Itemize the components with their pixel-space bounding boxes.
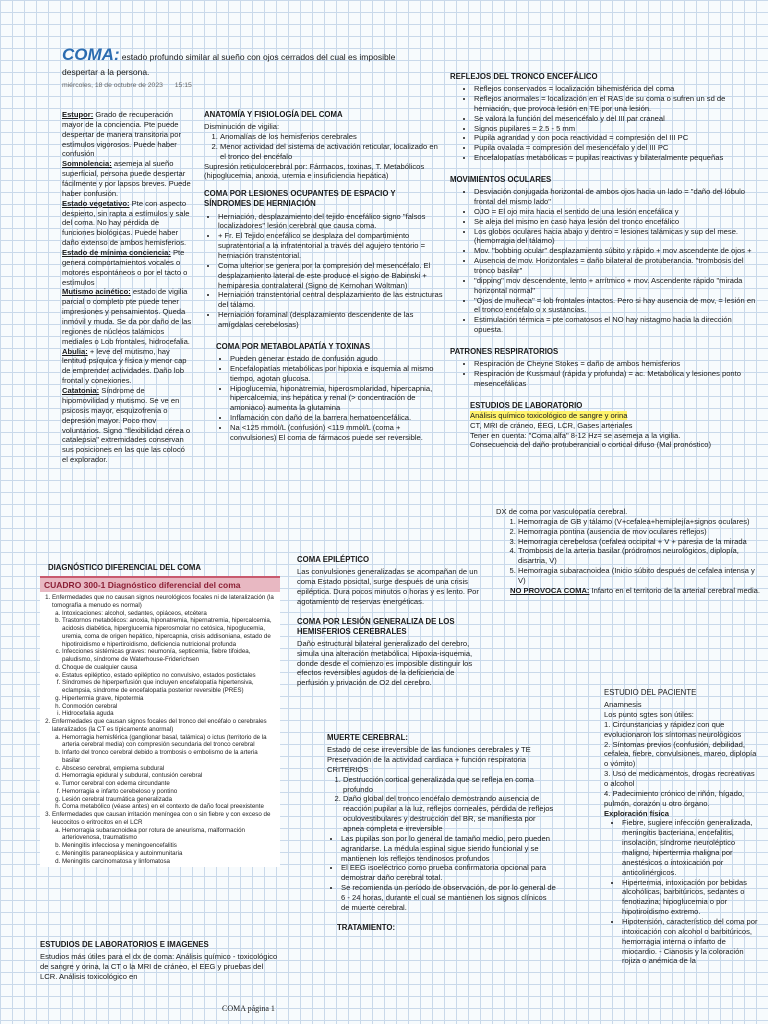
reflex-list [450,84,762,163]
list-item: • Respiración de Cheyne Stokes = daño de ambos hemisferios [474,359,762,369]
definitions-column [62,110,192,465]
list-item: • "dipping" mov descendente, lento + arrítmico + mov. Ascendente rápido "mirada horizontal normal" [474,276,762,296]
metabolic-list [204,354,444,443]
list-item: • Signos pupilares = 2.5 - 5 mm [474,124,762,134]
patient-line: 4. Padecimiento crónico de riñón, hígado, pulmón, corazón u otro órgano. [604,788,745,808]
exam-title: Exploración física [604,808,669,818]
table-group [52,594,276,718]
patient-intro: Los punto sgtes son útiles: [604,709,694,719]
anamnesis-label: Anamnesis [604,700,642,710]
list-item: • Reflejos anormales = localización en el RAS de su coma o sufren un sd de herniación, que provoca lesión en TE por una lesión. [474,94,762,114]
definition-item [62,248,192,287]
patient-lines [604,720,760,809]
list-item: • Las pupilas son por lo general de tamaño medio, pero pueden agrandarse. La médula espinal sigue siendo funcional y se mantienen los reflejos tendinosos profundos [341,834,557,864]
definition-term: Mutismo acinético: [62,287,131,297]
eye-movements-title: MOVIMIENTOS OCULARES [450,175,552,184]
vascular-dx-list [496,517,762,586]
definition-term: Estupor: [62,110,94,119]
list-item: • Desviación conjugada horizontal de ambos ojos hacia un lado = "daño del lóbulo frontal del mismo lado" [474,187,762,207]
table-row: h. Coma metabólico (véase antes) en el contexto de daño focal preexistente [62,803,276,811]
vascular-dx-section [496,507,762,596]
list-item: • Hipoglucemia, hiponatremia, hiperosmolaridad, hipercapnia, hipercalcemia, ins hepática y renal (> concentración de amoniaco) aumenta la glutamina [230,384,444,414]
list-item: 2. Hemorragia pontina (ausencia de mov oculares reflejos) [518,527,762,537]
list-item: 3. Hemorragia cerebelosa (cefalea occipital + V + paresia de la mirada [518,537,762,547]
lab-highlight: Análisis químico toxicológico de sangre y orina [470,410,628,420]
lab-line: CT, MRI de cráneo, EEG, LCR, Gases arteriales [470,420,633,430]
table-row: g. Hipertermia grave, hipotermia [62,695,276,703]
table-row: b. Trastornos metabólicos: anoxia, hiponatremia, hipernatremia, hipercalcemia, acidosis diabética, hiperglucemia hiperosmolar no cetósica, hipoglucemia, uremia, coma de origen hepático, hipercapnia, crisis addisoniana, estado de hipotiroidismo e hipertiroidismo, deficiencia nutricional profunda [62,617,276,648]
treatment-title: TRATAMIENTO: [337,922,396,932]
table-row: g. Lesión cerebral traumática generalizada [62,796,276,804]
table-row: f. Síndromes de hiperperfusión que incluyen encefalopatía hipertensiva, eclampsia, síndrome de encefalopatía posterior reversible (PRES) [62,679,276,695]
lab-line: Tener en cuenta: "Coma alfa" 8-12 Hz= se asemeja a la vigilia. [470,430,681,440]
definition-text: Pte genera comportamientos vocales o motores espontáneos o por el tacto o estímulos [62,248,188,287]
table-row: h. Conmoción cerebral [62,703,276,711]
anatomy-intro: Disminución de vigilia: [204,122,280,132]
anatomy-list [204,132,444,162]
table-group-head: Enfermedades que no causan signos neurológicos focales ni de lateralización (la tomografía a menudo es normal) [52,594,274,609]
epileptic-title: COMA EPILÉPTICO [297,555,370,564]
table-row: c. Infecciones sistémicas graves: neumonía, septicemia, fiebre tifoidea, paludismo, síndrome de Waterhouse-Friderichsen [62,648,276,664]
definition-text: Síndrome de hipomovilidad y mutismo. Se ve en psicosis mayor, esquizofrenia o depresión mayor. Poco mov voluntarios. Signo "flexibilidad cérea o catalepsia" extremidades conservan sus posiciones en las que las colocó el explorador. [62,386,191,465]
list-item: • Se aleja del mismo en caso haya lesión del tronco encefálico [474,217,762,227]
list-item: • Fiebre, sugiere infección generalizada, meningitis bacteriana, encefalitis, insolación, síndrome neuroléptico maligno, hipertermia maligna por anestésicos o intoxicación por anticolinérgicos. [622,818,760,877]
definition-item [62,386,192,465]
table-group [52,811,276,865]
list-item: 2. Menor actividad del sistema de activación reticular, localizado en el tronco del encéfalo [220,142,444,162]
list-item: • Se recomienda un período de observación, de por lo general de 6 - 24 horas, durante el cual se mantienen los signos clínicos de muerte cerebral. [341,883,557,913]
table-group-head: Enfermedades que causan signos focales del tronco del encéfalo o cerebrales lateralizados (la CT es típicamente anormal) [52,718,267,733]
list-item: • "Ojos de muñeca" = lob frontales intactos. Pero si hay ausencia de mov, = lesión en el tronco encéfalo o x sustancias. [474,296,762,316]
table-groups [44,594,276,865]
list-item: • Pupila ovalada = compresión del mesencéfalo y del III PC [474,143,762,153]
list-item: • Herniación foraminal (desplazamiento descendente de las amígdalas cerebelosas) [218,310,444,330]
list-item: • Respiración de Kussmaul (rápida y profunda) = ac. Metabólica y lesiones ponto mesencefálicas [474,369,762,389]
table-row: d. Meningitis carcinomatosa y linfomatosa [62,858,276,866]
epileptic-text: Las convulsiones generalizadas se acompañan de un coma Estado posictal, surge después de una crisis epiléptica. Dura pocos minutos o horas y es lento. Por agotamiento de reservas energéticas. [297,567,479,606]
list-item: 1. Anomalías de los hemisferios cerebrales [220,132,444,142]
list-item: • Ausencia de mov. Horizontales = daño bilateral de protuberancia. "trombosis del tronco basilar" [474,256,762,276]
criteria-list [327,775,557,834]
list-item: • Estimulación térmica = pte comatosos el NO hay nistagmo hacia la dirección opuesta. [474,315,762,335]
table-row: b. Meningitis infecciosa y meningoencefalitis [62,842,276,850]
definition-text: estado de vigilia parcial o completo pte puede tener impresiones y pensamientos. Queda inmóvil y muda. Se da por daño de las regiones de núcleos talámicos mediales o Lob frontales, hidrocefalia. [62,287,192,346]
table-row: e. Tumor cerebral con edema circundante [62,780,276,788]
list-item: • Herniación, desplazamiento del tejido encefálico signo "falsos localizadores" lesión cerebral que causa coma. [218,212,444,232]
list-item: • Hipotensión, característico del coma por intoxicación con alcohol o barbitúricos, hemorragia interna o infarto de miocardio. - Cianosis y la coloración rojiza o anémica de la [622,917,760,966]
definition-term: Abulia: [62,346,88,356]
table-row: b. Infarto del tronco cerebral debido a trombosis o embolismo de la arteria basilar [62,749,276,765]
list-item: 4. Trombosis de la arteria basilar (pródromos neurológicos, diplopía, disartria, V) [518,546,762,566]
definition-term: Somnolencia: [62,159,112,169]
list-item: 1. Destrucción cortical generalizada que se refleja en coma profundo [343,775,557,795]
vascular-dx-title: DX de coma por vasculopatía cerebral. [496,507,628,516]
list-item: • Coma ulterior se genera por la compresión del mesencéfalo. El desplazamiento lateral de este produce el signo de Babinski + hemiparesia contralateral (Signo de Kernohan Woltman) [218,261,444,291]
definition-term: Estado de mínima conciencia: [62,248,171,258]
lab-lines [470,421,762,451]
respiratory-title: PATRONES RESPIRATORIOS [450,347,559,357]
definition-text: Pte con aspecto despierto, sin rapta a estímulos y sale del coma. No hay pérdida de funciones biológicas. Puede haber daño extenso de ambos hemisferios. [62,198,190,248]
brain-death-section [327,733,557,935]
page-header [62,44,422,89]
list-item: • OJO = El ojo mira hacia el sentido de una lesión encefálica y [474,207,762,217]
list-item: • Reflejos conservados = localización bihemisférica del coma [474,84,762,94]
reflexes-section [450,72,762,450]
table-row: e. Estatus epiléptico, estado epiléptico no convulsivo, estados postictales [62,672,276,680]
table-group-items [52,610,276,719]
lesion-title: COMA POR LESIONES OCUPANTES DE ESPACIO Y SÍNDROMES DE HERNIACIÓN [204,189,396,209]
definition-item [62,287,192,346]
list-item: • Na <125 mmol/L (confusión) <119 mmol/L (coma + convulsiones) El coma de fármacos puede ser reversible. [230,423,444,443]
brain-death-intro: Estado de cese irreversible de las funciones cerebrales y TE Preservación de la actividad cardiaca + función respiratoria CRITERIOS [327,745,531,774]
patient-line: 2. Síntomas previos (confusión, debilidad, cefalea, fiebre, convulsiones, mareo, diplopía o vómito) [604,739,757,769]
list-item: • Los globos oculares hacia abajo y dentro = lesiones talámicas y sup del mese. (hemorragia del tálamo) [474,227,762,247]
table-row: d. Hemorragia epidural y subdural, contusión cerebral [62,772,276,780]
generalized-title: COMA POR LESIÓN GENERALIZA DE LOS HEMISFERIOS CEREBRALES [297,616,455,636]
anatomy-outro: Supresión reticulocerebral por: Fármacos, toxinas, T. Metabólicos (hipoglucemia, anoxia, uremia e insuficiencia hepática) [204,161,425,181]
list-item: 5. Hemorragia subaracnoidea (Inicio súbito después de cefalea intensa y V) [518,566,762,586]
list-item: • Hipertermia, intoxicación por bebidas alcohólicas, barbitúricos, sedantes o fenotiazina; hipoglucemia o por hipotiroidismo extremo. [622,878,760,917]
table-row: c. Absceso cerebral, empiema subdural [62,765,276,773]
table-row: d. Choque de cualquier causa [62,664,276,672]
page-footer: COMA página 1 [222,1004,275,1013]
table-body [40,592,280,867]
list-item: 2. Daño global del tronco encéfalo demostrando ausencia de reacción pupilar a la luz, reflejos corneales, pérdida de reflejos oculovestibulares y destrucción del BR, se manifiesta por apnea completa e irreversible [343,794,557,833]
table-row: a. Hemorragia subaracnoidea por rotura de aneurisma, malformación arteriovenosa, traumatismo [62,827,276,843]
definition-text: Grado de recuperación mayor de la conciencia. Pte puede despertar de manera transitoria por estímulos vigorosos. Puede haber confusión [62,110,182,159]
patient-study-title: ESTUDIO DEL PACIENTE [604,688,697,697]
definition-item [62,199,192,248]
patient-study-section [604,688,760,966]
metabolic-title: COMA POR METABOLAPATÍA Y TOXINAS [216,341,371,351]
studies-section [40,940,280,982]
differential-dx-section [40,563,280,867]
list-item: 1. Hemorragia de GB y tálamo (V+cefalea+hemiplejía+signos oculares) [518,517,762,527]
generalized-text: Daño estructural bilateral generalizado del cerebro, simula una alteración metabólica. Hipoxia-isquemia, donde desde el comienzo es imposible distinguir los efectos reversibles agudos de la deficiencia de perfusión y privación de O2 del cerebro. [297,638,473,688]
list-item: • Pueden generar estado de confusión agudo [230,354,444,364]
definition-text: + leve del mutismo, hay lentitud psíquica y física y menor cap de emprender actividades. Daño lob frontal y conexiones. [62,346,187,386]
reflex-title: REFLEJOS DEL TRONCO ENCEFÁLICO [450,72,598,81]
page-subtitle: estado profundo similar al sueño con ojos cerrados del cual es imposible despertar a la persona. [62,52,396,77]
time-text: 15:15 [174,82,192,90]
list-item: • El EEG isoeléctrico como prueba confirmatoria opcional para demostrar daño cerebral total. [341,863,557,883]
list-item: • Encefalopatías metabólicas por hipoxia e isquemia al mismo tiempo, agotan glucosa. [230,364,444,384]
definition-item [62,159,192,198]
patient-line: 1. Circunstancias y rápidez con que evolucionaron los síntomas neurológicos [604,719,742,739]
respiratory-list [450,359,762,389]
eye-movements-list [450,187,762,335]
table-row: a. Intoxicaciones: alcohol, sedantes, opiáceos, etcétera [62,610,276,618]
anatomy-section [204,110,444,443]
date-text: miércoles, 18 de octubre de 2023 [62,82,163,90]
no-coma-note [510,586,762,596]
exam-list [604,818,760,966]
studies-text: Estudios más útiles para el dx de coma: Análisis químico - toxicológico de sangre y orina, la CT o la MRI de cráneo, el EEG y pruebas del LCR. Análisis toxicológico en [40,952,278,981]
list-item: • Pupila agrandad y con poca reactividad = compresión del III PC [474,133,762,143]
no-coma-text: Infarto en el territorio de la arterial cerebral media. [589,585,760,595]
definition-term: Catatonia: [62,386,100,396]
lab-section [470,401,762,451]
list-item: • Encefalopatías metabólicas = pupilas reactivas y bilateralmente pequeñas [474,153,762,163]
table-group [52,718,276,811]
differential-dx-title: DIAGNÓSTICO DIFERENCIAL DEL COMA [48,563,202,572]
list-item: • Herniación transtentorial central desplazamiento de las estructuras del tálamo. [218,290,444,310]
list-item: • Se valora la función del mesencéfalo y del III par craneal [474,114,762,124]
epileptic-section [297,555,487,688]
table-group-items [52,734,276,812]
definition-term: Estado vegetativo: [62,198,130,208]
page-title: COMA: [62,45,120,64]
brain-death-title: MUERTE CEREBRAL: [327,733,408,742]
lab-line: Consecuencia del daño protuberancial o cortical difuso (Mal pronóstico) [470,440,712,450]
lesion-list [204,212,444,330]
list-item: • + Fr. El Tejido encefálico se desplaza del compartimiento supratentorial a la infratentorial a través del agujero tentorio = herniación transtentorial. [218,231,444,261]
list-item: • Inflamación con daño de la barrera hematoencefálica. [230,413,444,423]
no-coma-term: NO PROVOCA COMA: [510,585,590,595]
table-row: f. Hemorragia e infarto cerebeloso y pontino [62,788,276,796]
definition-item [62,110,192,159]
table-row: c. Meningitis paraneoplásica y autoinmunitaria [62,850,276,858]
patient-line: 3. Uso de medicamentos, drogas recreativas o alcohol [604,769,755,788]
definition-text: asemeja al sueño superficial, persona puede despertar fácilmente y por lapsos breves. Puede haber confusión. [62,159,191,198]
differential-dx-table [40,576,280,867]
table-row: i. Hidrocefalia aguda [62,710,276,718]
page-date [62,82,422,89]
table-row: a. Hemorragia hemisférica (ganglionar basal, talámica) o ictus (territorio de la arteria cerebral media) con compresión secundaria del tronco cerebral [62,734,276,750]
definition-item [62,347,192,386]
brain-death-bullets [327,834,557,913]
table-group-head: Enfermedades que causan irritación meníngea con o sin fiebre y con exceso de leucocitos o eritrocitos en el LCR [52,811,271,826]
table-caption: CUADRO 300-1 Diagnóstico diferencial del coma [40,578,280,592]
list-item: • Mov. "bobbing ocular" desplazamiento súbito y rápido + mov ascendente de ojos + [474,246,762,256]
table-group-items [52,827,276,866]
anatomy-title: ANATOMÍA Y FISIOLOGÍA DEL COMA [204,110,343,119]
lab-title: ESTUDIOS DE LABORATORIO [470,400,583,410]
studies-title: ESTUDIOS DE LABORATORIOS E IMAGENES [40,940,209,949]
